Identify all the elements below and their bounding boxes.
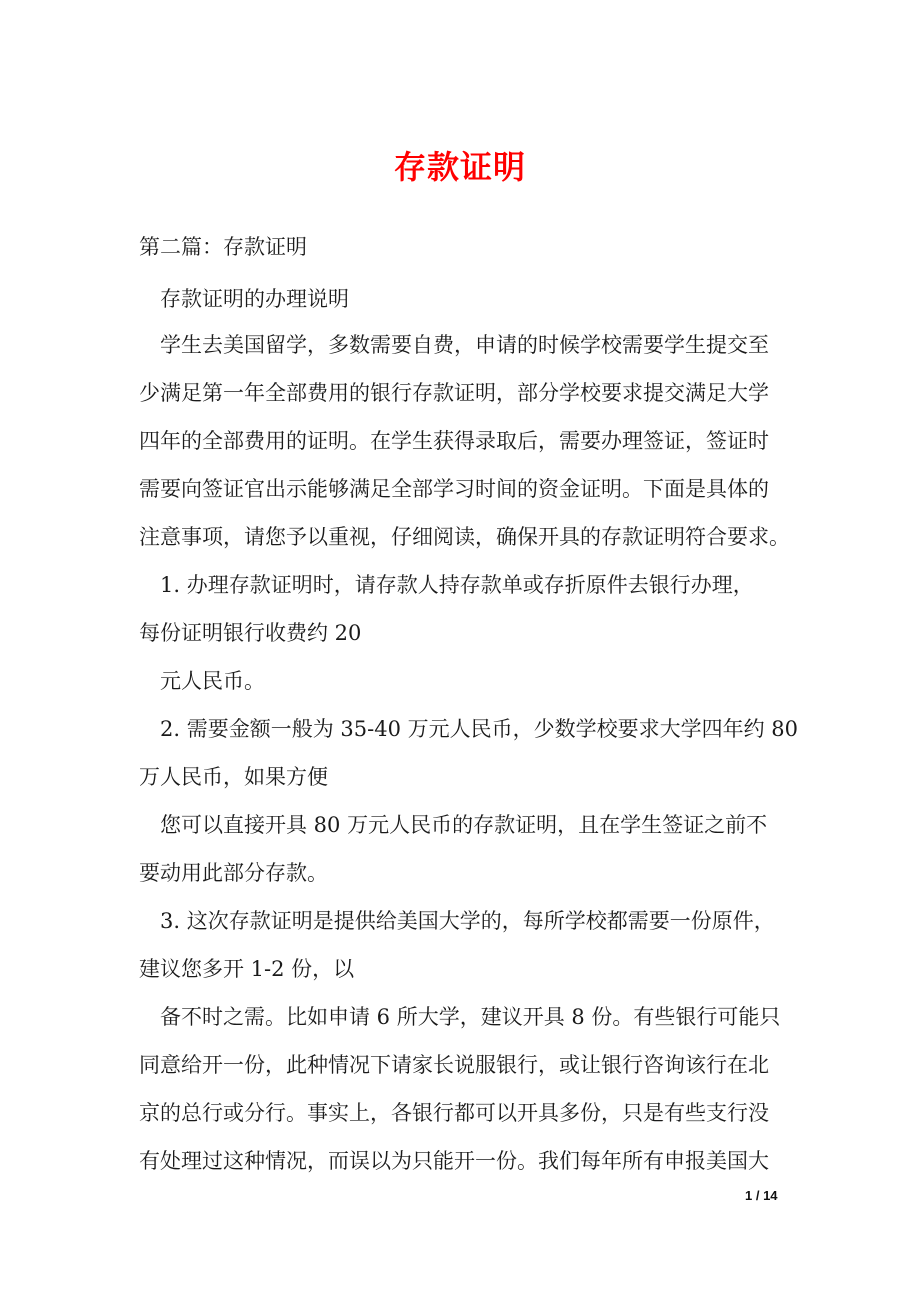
paragraph-line: 建议您多开 1-2 份，以	[139, 957, 355, 981]
paragraph-line: 您可以直接开具 80 万元人民币的存款证明，且在学生签证之前不	[160, 813, 768, 837]
paragraph-line: 每份证明银行收费约 20	[139, 621, 362, 645]
paragraph-line: 注意事项，请您予以重视，仔细阅读，确保开具的存款证明符合要求。	[139, 525, 790, 549]
paragraph-line: 备不时之需。比如申请 6 所大学，建议开具 8 份。有些银行可能只	[160, 1005, 781, 1029]
document-title: 存款证明	[393, 148, 526, 186]
list-item-1: 1. 办理存款证明时，请存款人持存款单或存折原件去银行办理，	[160, 573, 754, 597]
paragraph-line: 京的总行或分行。事实上，各银行都可以开具多份，只是有些支行没	[139, 1101, 769, 1125]
section-heading: 第二篇：存款证明	[139, 235, 307, 259]
paragraph-line: 有处理过这种情况，而误以为只能开一份。我们每年所有申报美国大	[139, 1149, 769, 1173]
list-item-3: 3. 这次存款证明是提供给美国大学的，每所学校都需要一份原件，	[160, 909, 775, 933]
paragraph-line: 万人民币，如果方便	[139, 765, 328, 789]
subheading: 存款证明的办理说明	[160, 287, 349, 311]
paragraph-line: 要动用此部分存款。	[139, 861, 328, 885]
paragraph-line: 需要向签证官出示能够满足全部学习时间的资金证明。下面是具体的	[139, 477, 769, 501]
paragraph-line: 同意给开一份，此种情况下请家长说服银行，或让银行咨询该行在北	[139, 1053, 769, 1077]
paragraph-line: 元人民币。	[160, 669, 265, 693]
paragraph-line: 少满足第一年全部费用的银行存款证明，部分学校要求提交满足大学	[139, 381, 769, 405]
page-indicator: 1 / 14	[745, 1188, 778, 1203]
paragraph-line: 学生去美国留学，多数需要自费，申请的时候学校需要学生提交至	[160, 333, 769, 357]
paragraph-line: 四年的全部费用的证明。在学生获得录取后，需要办理签证，签证时	[139, 429, 769, 453]
list-item-2: 2. 需要金额一般为 35-40 万元人民币，少数学校要求大学四年约 80	[160, 717, 798, 741]
